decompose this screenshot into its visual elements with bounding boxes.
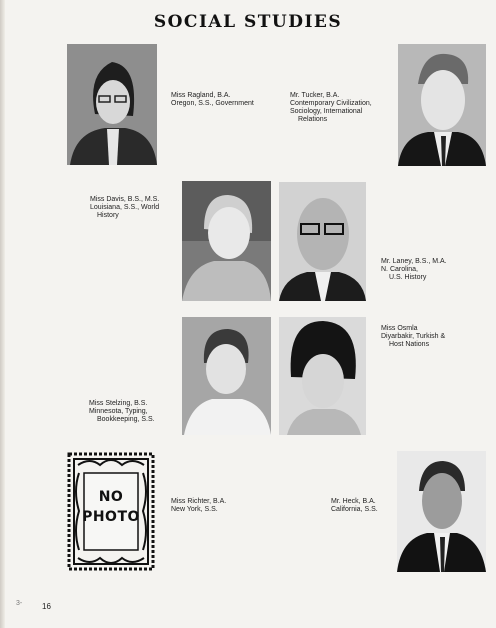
no-photo-line1: NO — [98, 489, 124, 505]
portrait-photo-osmla — [279, 317, 366, 435]
page-number: 16 — [42, 602, 51, 611]
edge-mark: 3- — [16, 600, 23, 607]
caption-richter: Miss Richter, B.A. New York, S.S. — [171, 498, 227, 513]
portrait-photo-davis — [182, 181, 271, 301]
page-title: SOCIAL STUDIES — [153, 12, 343, 32]
portrait-photo-laney — [279, 182, 366, 301]
no-photo-frame — [66, 451, 156, 572]
portrait-photo-heck — [397, 451, 486, 572]
caption-ragland: Miss Ragland, B.A. Oregon, S.S., Government — [171, 92, 254, 107]
caption-stelzing: Miss Stelzing, B.S. Minnesota, Typing, Bookkeeping, S.S. — [89, 400, 155, 423]
caption-laney: Mr. Laney, B.S., M.A. N. Carolina, U.S. History — [381, 258, 447, 281]
no-photo-line2: PHOTO — [82, 509, 140, 525]
caption-tucker: Mr. Tucker, B.A. Contemporary Civilization, Sociology, International Relations — [290, 92, 372, 123]
binding-edge — [0, 0, 5, 628]
caption-osmla: Miss Osmla Diyarbakir, Turkish & Host Nations — [381, 325, 446, 348]
portrait-photo-ragland — [67, 44, 157, 165]
caption-davis: Miss Davis, B.S., M.S. Louisiana, S.S., World History — [90, 196, 160, 219]
caption-heck: Mr. Heck, B.A. California, S.S. — [331, 498, 378, 513]
portrait-photo-stelzing — [182, 317, 271, 435]
portrait-photo-tucker — [398, 44, 486, 166]
